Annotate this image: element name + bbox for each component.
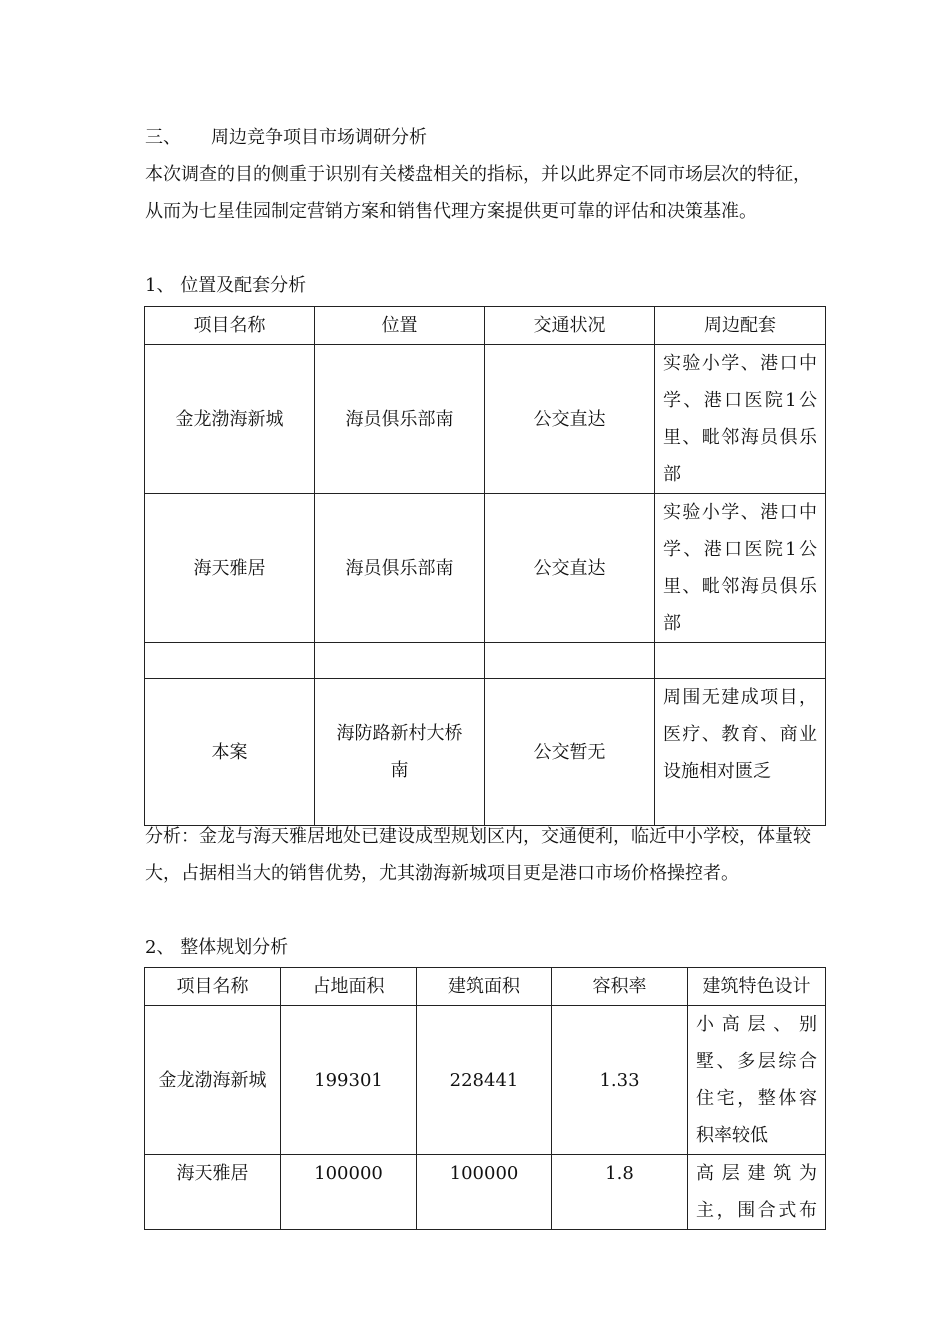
table-row [145,345,826,494]
location-cell [315,643,485,679]
subheading-1-title: 位置及配套分析 [180,275,307,296]
table-header-cell: 项目名称 [145,968,281,1006]
table-row [145,679,826,826]
table-header-cell: 建筑特色设计 [688,968,826,1006]
project-name-cell [145,643,315,679]
table-header-cell: 交通状况 [485,307,655,345]
land-area-cell: 199301 [281,1006,417,1155]
location-table [144,306,826,826]
section-number: 三、 [145,127,181,148]
table-header-cell: 容积率 [552,968,688,1006]
facilities-cell: 实验小学、港口中学、港口医院1公里、毗邻海员俱乐部 [655,494,826,643]
table-header-row [145,307,826,345]
traffic-cell: 公交直达 [485,345,655,494]
section-heading [145,119,825,156]
feature-cell: 小高层、别墅、多层综合住宅，整体容积率较低 [688,1006,826,1155]
table-header-cell: 项目名称 [145,307,315,345]
analysis-paragraph: 分析：金龙与海天雅居地处已建设成型规划区内，交通便利，临近中小学校，体量较大，占据相当大的销售优势，尤其渤海新城项目更是港口市场价格操控者。 [145,826,811,884]
land-area-cell: 100000 [281,1155,417,1230]
building-area-cell: 100000 [417,1155,552,1230]
subheading-1 [145,267,825,304]
traffic-cell [485,643,655,679]
table-header-cell: 周边配套 [655,307,826,345]
intro-paragraph: 本次调查的目的侧重于识别有关楼盘相关的指标，并以此界定不同市场层次的特征，从而为七星佳园制定营销方案和销售代理方案提供更可靠的评估和决策基准。 [145,164,811,222]
location-cell: 海员俱乐部南 [315,345,485,494]
feature-cell: 高层建筑为主，围合式布 [688,1155,826,1230]
project-name-cell: 海天雅居 [145,494,315,643]
table-row [145,1006,826,1155]
project-name-cell: 金龙渤海新城 [145,345,315,494]
facilities-cell [655,643,826,679]
subheading-2-title: 整体规划分析 [180,937,289,958]
table-row [145,643,826,679]
location-cell: 海防路新村大桥南 [315,679,485,826]
subheading-2-number: 2、 [145,937,175,958]
building-area-cell: 228441 [417,1006,552,1155]
subheading-1-number: 1、 [145,275,175,296]
section-title: 周边竞争项目市场调研分析 [211,127,427,148]
table-row [145,1155,826,1230]
plot-ratio-cell: 1.8 [552,1155,688,1230]
project-name-cell: 金龙渤海新城 [145,1006,281,1155]
traffic-cell: 公交暂无 [485,679,655,826]
table-row [145,494,826,643]
table-header-row [145,968,826,1006]
table-header-cell: 建筑面积 [417,968,552,1006]
facilities-cell: 周围无建成项目，医疗、教育、商业设施相对匮乏 [655,679,826,826]
project-name-cell: 本案 [145,679,315,826]
subheading-2 [145,929,825,966]
table-header-cell: 占地面积 [281,968,417,1006]
plot-ratio-cell: 1.33 [552,1006,688,1155]
location-cell: 海员俱乐部南 [315,494,485,643]
project-name-cell: 海天雅居 [145,1155,281,1230]
table-header-cell: 位置 [315,307,485,345]
facilities-cell: 实验小学、港口中学、港口医院1公里、毗邻海员俱乐部 [655,345,826,494]
traffic-cell: 公交直达 [485,494,655,643]
planning-table [144,967,826,1230]
